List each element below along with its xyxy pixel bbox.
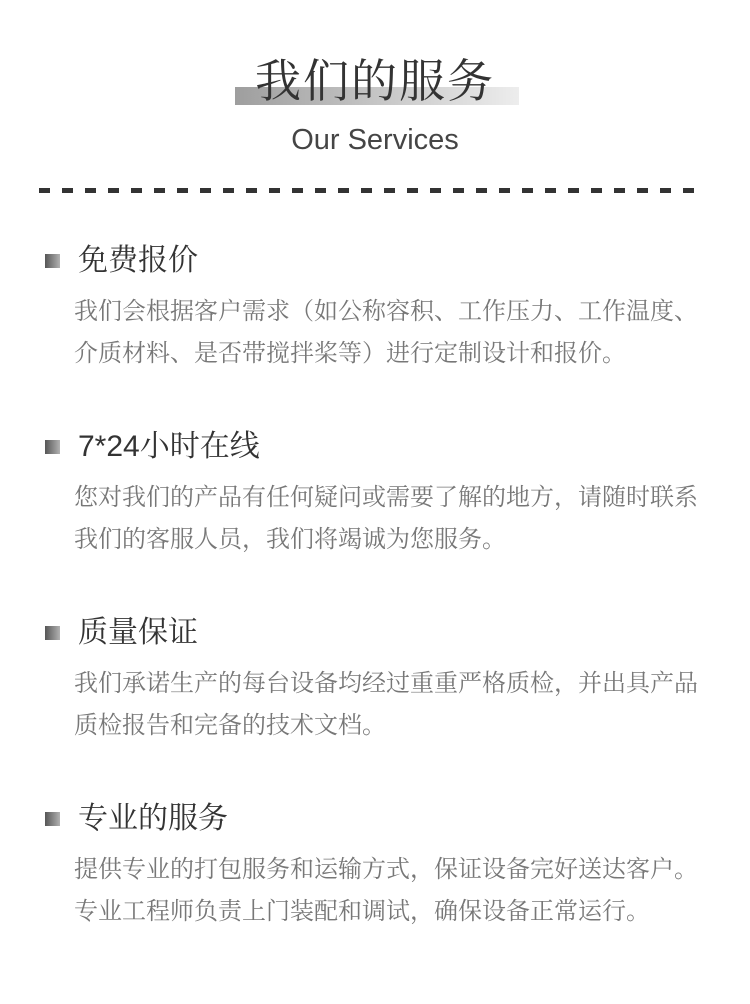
service-item (45, 432, 715, 561)
service-title: 质量保证 (78, 616, 198, 650)
service-description: 提供专业的打包服务和运输方式，保证设备完好送达客户。专业工程师负责上门装配和调试，确保设备正常运行。 (74, 856, 698, 926)
service-description: 我们承诺生产的每台设备均经过重重严格质检，并出具产品质检报告和完备的技术文档。 (74, 670, 698, 740)
service-heading (45, 246, 715, 276)
dashed-divider (39, 188, 705, 193)
service-item (45, 246, 715, 375)
square-bullet-icon (45, 626, 60, 640)
section-title (255, 55, 495, 108)
square-bullet-icon (45, 254, 60, 268)
square-bullet-icon (45, 440, 60, 454)
service-item (45, 618, 715, 747)
service-description: 我们会根据客户需求（如公称容积、工作压力、工作温度、介质材料、是否带搅拌桨等）进行定制设计和报价。 (74, 298, 698, 368)
service-item (45, 804, 715, 933)
section-subtitle: Our Services (291, 123, 459, 156)
service-title: 免费报价 (78, 244, 198, 278)
service-heading (45, 804, 715, 834)
service-heading (45, 432, 715, 462)
service-heading (45, 618, 715, 648)
service-description: 您对我们的产品有任何疑问或需要了解的地方，请随时联系我们的客服人员，我们将竭诚为您服务。 (74, 484, 698, 554)
service-title: 专业的服务 (78, 802, 228, 836)
service-title: 7*24小时在线 (78, 430, 260, 464)
section-header (0, 0, 750, 157)
section-title-text: 我们的服务 (255, 55, 495, 107)
services-list (0, 246, 750, 933)
square-bullet-icon (45, 812, 60, 826)
